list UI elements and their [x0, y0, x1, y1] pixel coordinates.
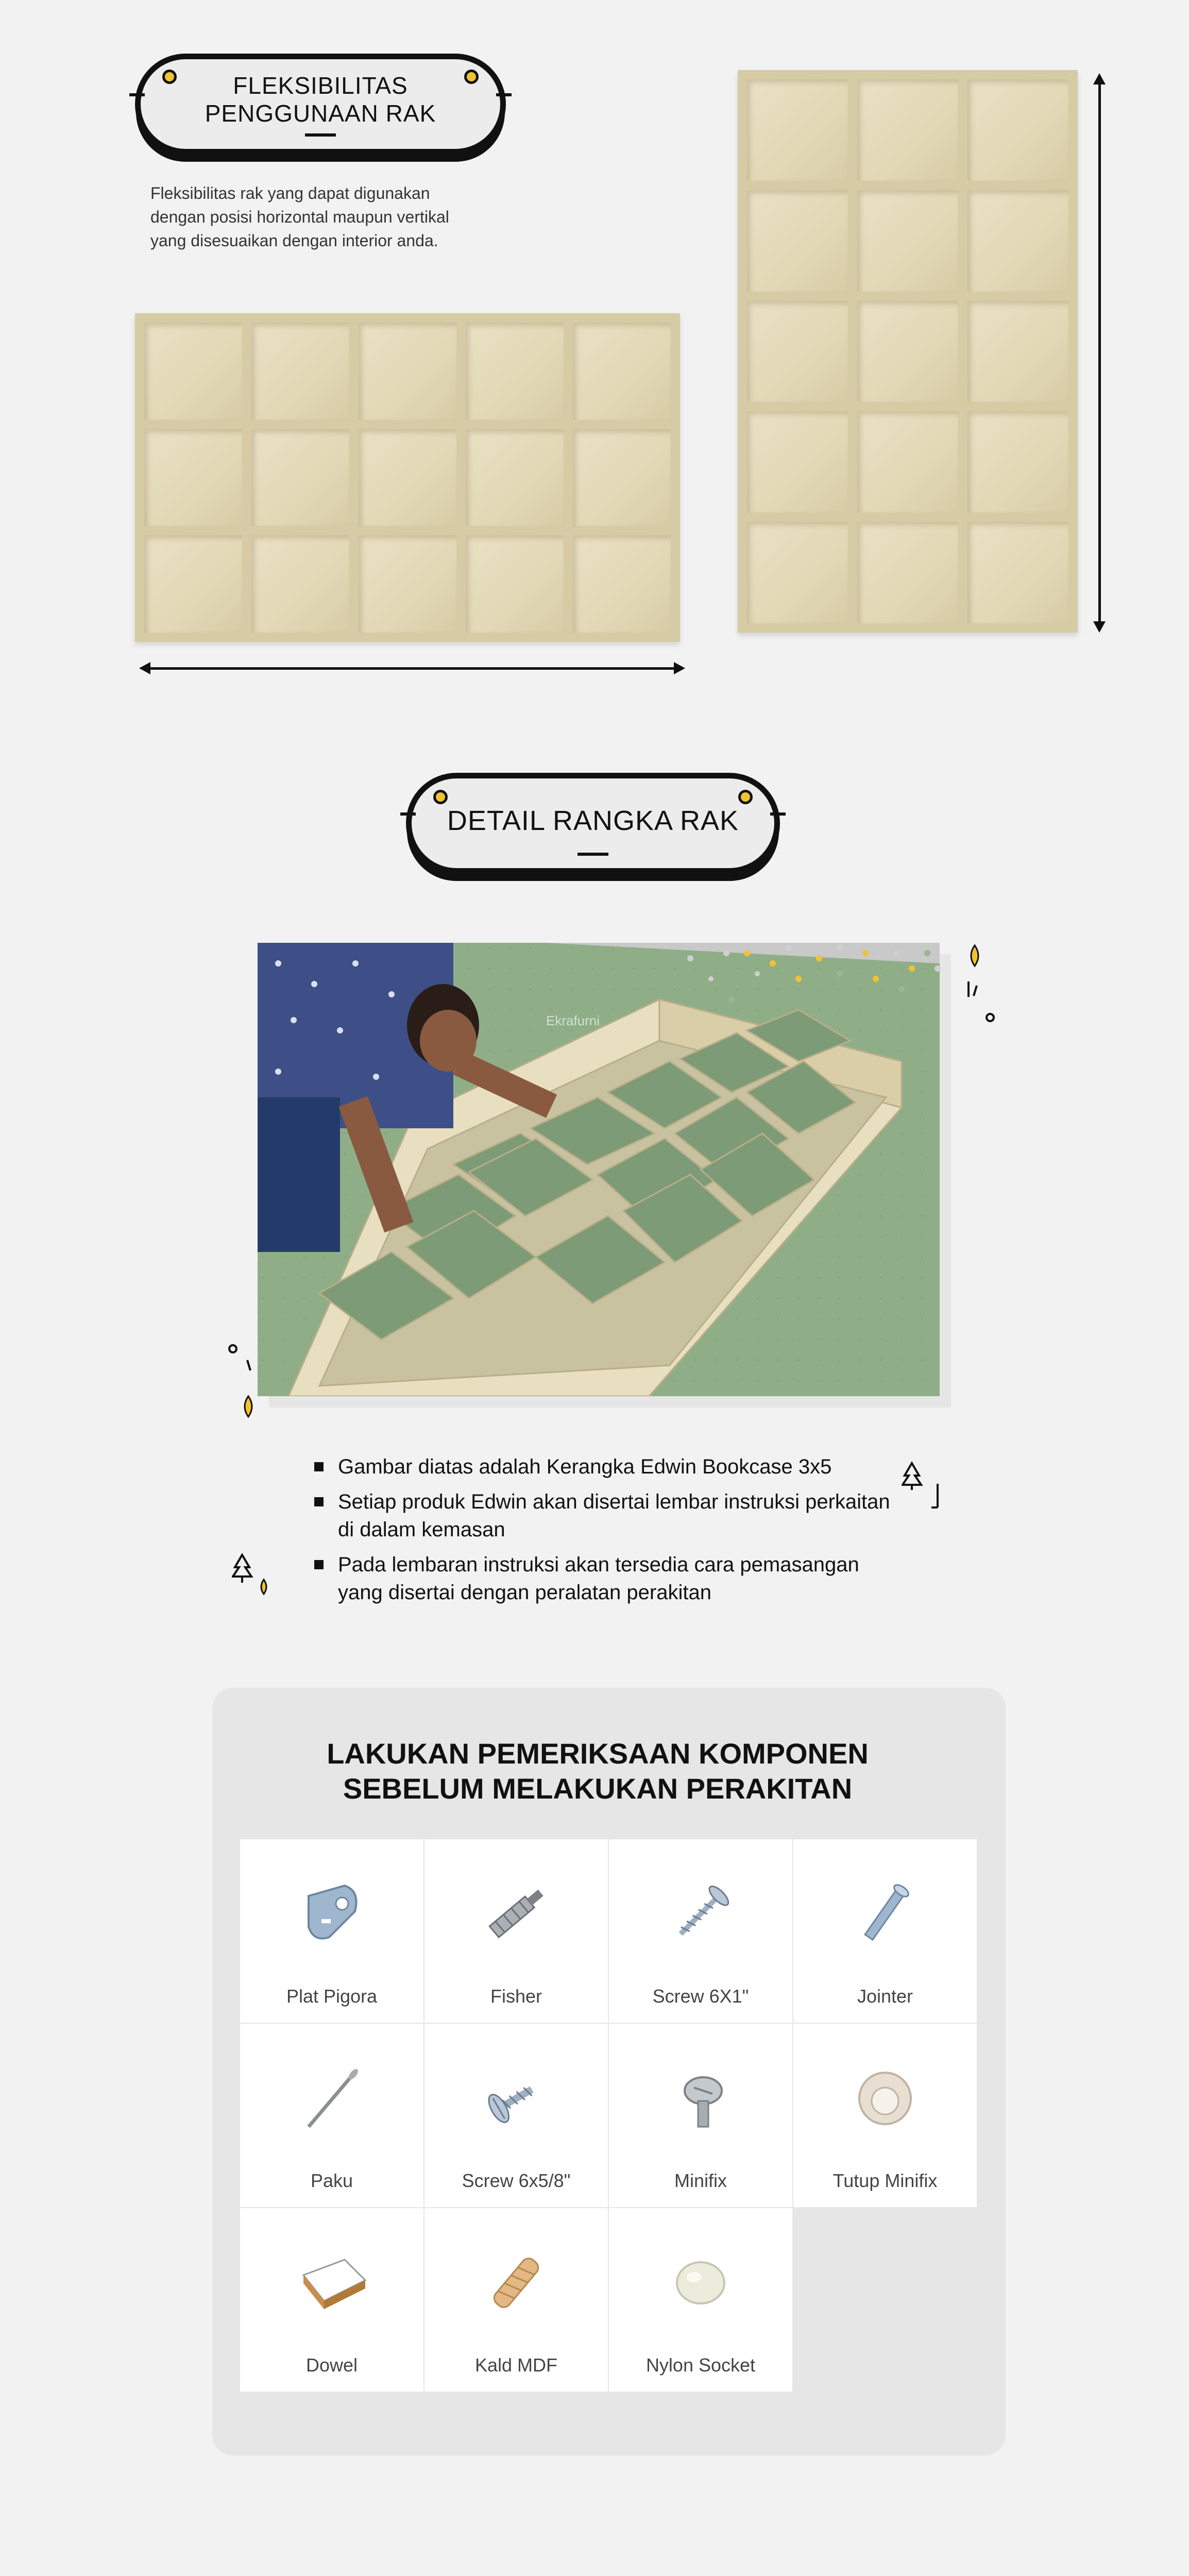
arrow-down-icon	[1093, 621, 1106, 633]
tick-mark-icon	[400, 812, 416, 816]
photo-watermark: Ekrafurni	[546, 1013, 600, 1028]
component-label: Screw 6X1"	[652, 1986, 749, 2007]
component-grid	[240, 1839, 977, 2392]
component-tile	[240, 2024, 423, 2207]
width-dimension-line	[149, 667, 675, 670]
component-tile	[609, 1839, 792, 2023]
component-label: Plat Pigora	[286, 1986, 378, 2007]
nylon-socket-icon	[662, 2244, 739, 2321]
component-tile	[793, 2024, 977, 2207]
tree-note-icon	[902, 1458, 948, 1515]
height-dimension-line	[1098, 82, 1101, 623]
frame-info-item: Gambar diatas adalah Kerangka Edwin Bookcase 3x5	[314, 1453, 896, 1481]
empty-tile	[793, 2208, 977, 2392]
yellow-dot-icon	[162, 70, 177, 84]
minifix-cap-icon	[846, 2060, 924, 2137]
horizontal-shelf-image	[135, 313, 680, 642]
component-label: Tutup Minifix	[833, 2170, 938, 2191]
confetti-decoration	[670, 938, 1005, 1030]
component-label: Jointer	[857, 1986, 913, 2007]
jointer-icon	[846, 1875, 924, 1953]
component-tile	[424, 2208, 608, 2392]
component-label: Kald MDF	[474, 2354, 558, 2376]
tree-icon	[232, 1551, 278, 1597]
arrow-up-icon	[1093, 73, 1106, 84]
component-tile	[609, 2208, 792, 2392]
sparkle-icon	[227, 1340, 273, 1422]
frame-info-item: Pada lembaran instruksi akan tersedia cara pemasangan yang disertai dengan peralatan perakitan	[314, 1551, 896, 1606]
title-underline	[577, 853, 608, 856]
frame-info-item: Setiap produk Edwin akan disertai lembar instruksi perkaitan di dalam kemasan	[314, 1488, 896, 1544]
component-tile	[424, 2024, 608, 2207]
component-label: Fisher	[490, 1986, 542, 2007]
dowel-icon	[293, 2244, 370, 2321]
component-tile	[609, 2024, 792, 2207]
section1-title-line2: PENGGUNAAN RAK	[205, 100, 436, 127]
component-check-title: LAKUKAN PEMERIKSAAN KOMPONEN SEBELUM MELAKUKAN PERAKITAN	[327, 1737, 869, 1805]
component-label: Minifix	[674, 2170, 727, 2191]
wood-dowel-icon	[478, 2244, 555, 2321]
section1-description: Fleksibilitas rak yang dapat digunakan dengan posisi horizontal maupun vertikal yang disesuaikan dengan interior anda.	[150, 184, 449, 250]
arrow-left-icon	[139, 662, 150, 674]
plat-pigora-icon	[293, 1875, 370, 1953]
yellow-dot-icon	[433, 790, 448, 804]
component-label: Dowel	[305, 2354, 358, 2376]
section2-title: DETAIL RANGKA RAK	[447, 805, 739, 836]
section1-title-pill	[135, 54, 506, 155]
tick-mark-icon	[770, 812, 786, 816]
sparkle-icon	[964, 940, 1000, 1028]
tick-mark-icon	[496, 93, 512, 96]
screw-short-icon	[478, 2060, 555, 2137]
component-tile	[240, 2208, 423, 2392]
component-label: Paku	[310, 2170, 353, 2191]
title-underline	[305, 133, 336, 137]
yellow-dot-icon	[464, 70, 479, 84]
yellow-dot-icon	[738, 790, 753, 804]
screw-icon	[662, 1875, 739, 1953]
component-tile	[793, 1839, 977, 2023]
minifix-icon	[662, 2060, 739, 2137]
fisher-icon	[478, 1875, 555, 1953]
component-label: Nylon Socket	[646, 2354, 756, 2376]
section1-title-line1: FLEKSIBILITAS	[233, 72, 408, 99]
component-tile	[424, 1839, 608, 2023]
tick-mark-icon	[129, 93, 145, 96]
frame-info-list	[314, 1453, 896, 1614]
section2-title-pill	[406, 773, 780, 874]
nail-icon	[293, 2060, 370, 2137]
component-label: Screw 6x5/8"	[462, 2170, 571, 2191]
vertical-shelf-image	[738, 70, 1078, 633]
arrow-right-icon	[674, 662, 685, 674]
component-tile	[240, 1839, 423, 2023]
